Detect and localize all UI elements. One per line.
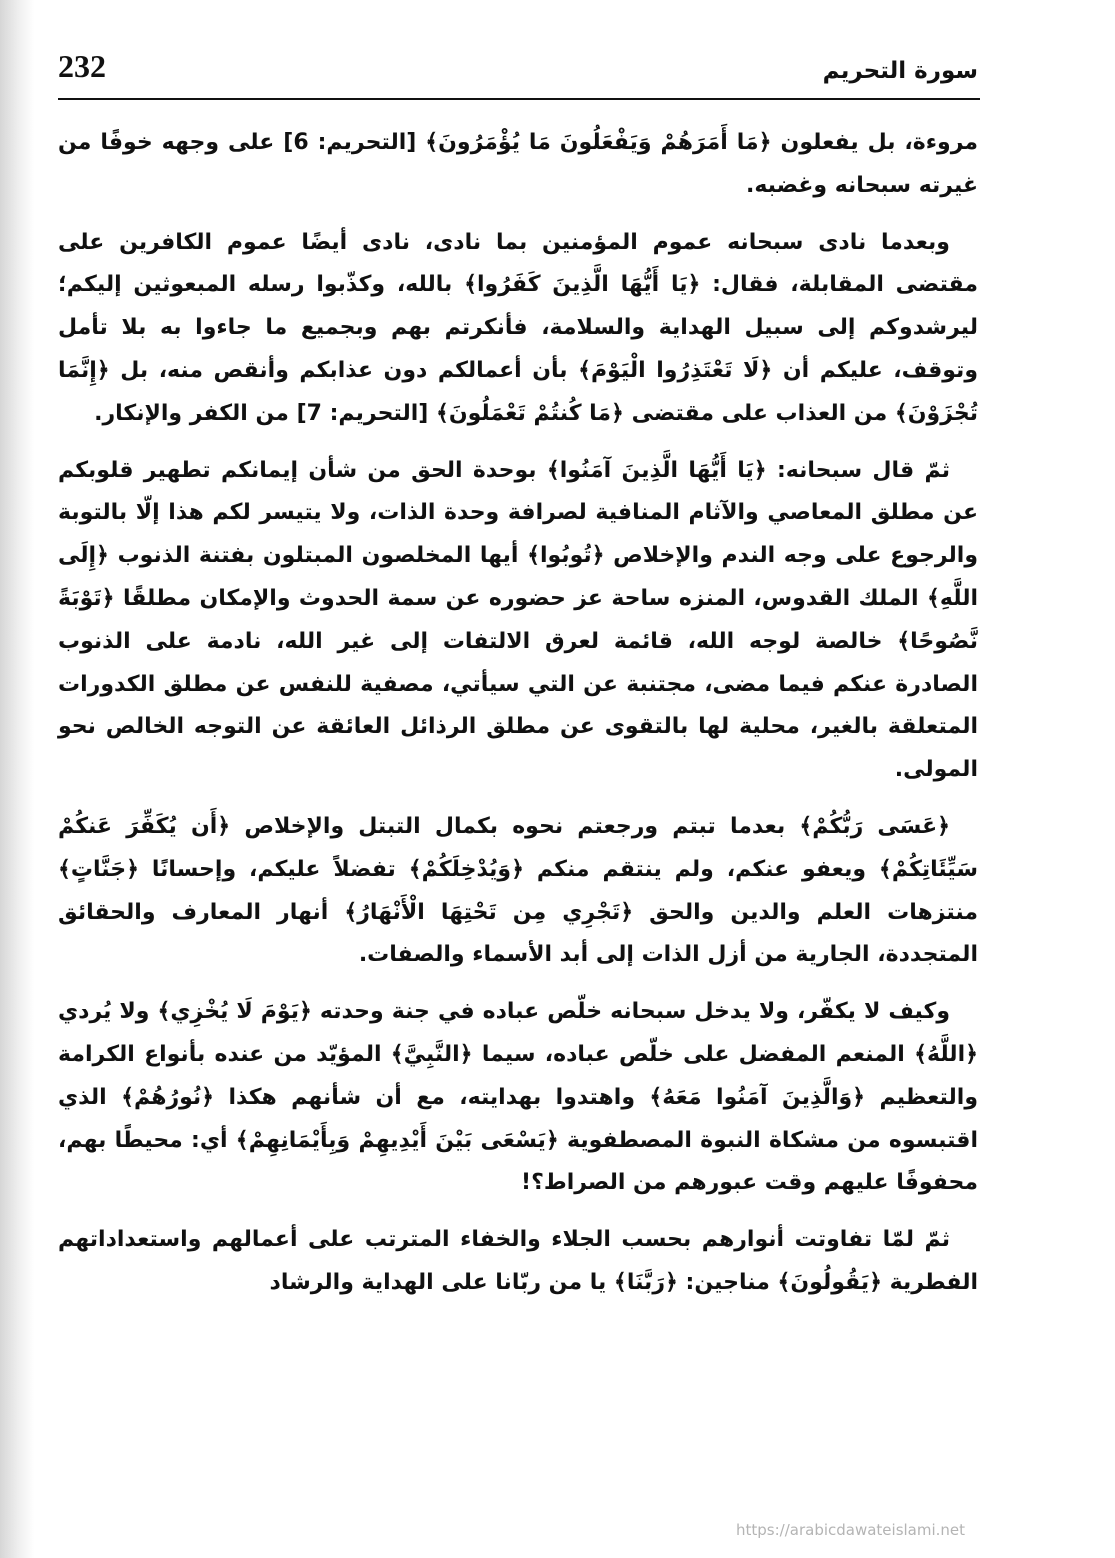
page-header <box>58 40 978 98</box>
paragraph-2: وبعدما نادى سبحانه عموم المؤمنين بما نادى، نادى أيضًا عموم الكافرين على مقتضى المقابلة، فقال: ﴿يَا أَيُّهَا الَّذِينَ كَفَرُوا﴾ بالله، وكذّبوا رسله المبعوثين إليكم؛ ليرشدوكم إلى سبيل الهداية والسلامة، فأنكرتم بهم وبجميع ما جاءوا به بلا تأمل وتوقف، عليكم أن ﴿لَا تَعْتَذِرُوا الْيَوْمَ﴾ بأن أعمالكم دون عذابكم وأنقص منه، بل ﴿إِنَّمَا تُجْزَوْنَ﴾ من العذاب على مقتضى ﴿مَا كُنتُمْ تَعْمَلُونَ﴾ [التحريم: 7] من الكفر والإنكار. <box>58 229 978 426</box>
paragraph-5: وكيف لا يكفّر، ولا يدخل سبحانه خلّص عباده في جنة وحدته ﴿يَوْمَ لَا يُخْزِي﴾ ولا يُردي ﴿اللَّهُ﴾ المنعم المفضل على خلّص عباده، سيما ﴿النَّبِيَّ﴾ المؤيّد من عنده بأنواع الكرامة والتعظيم ﴿وَالَّذِينَ آمَنُوا مَعَهُ﴾ واهتدوا بهدايته، مع أن شأنهم هكذا ﴿نُورُهُمْ﴾ الذي اقتبسوه من مشكاة النبوة المصطفوية ﴿يَسْعَى بَيْنَ أَيْدِيهِمْ وَبِأَيْمَانِهِمْ﴾ أي: محيطًا بهم، محفوفًا عليهم وقت عبورهم من الصراط؟! <box>58 999 978 1196</box>
paragraph-4: ﴿عَسَى رَبُّكُمْ﴾ بعدما تبتم ورجعتم نحوه بكمال التبتل والإخلاص ﴿أَن يُكَفِّرَ عَنكُمْ سَيِّئَاتِكُمْ﴾ ويعفو عنكم، ولم ينتقم منكم ﴿وَيُدْخِلَكُمْ﴾ تفضلاً عليكم، وإحسانًا ﴿جَنَّاتٍ﴾ منتزهات العلم والدين والحق ﴿تَجْرِي مِن تَحْتِهَا الْأَنْهَارُ﴾ أنهار المعارف والحقائق المتجددة، الجارية من أزل الذات إلى أبد الأسماء والصفات. <box>58 813 978 968</box>
surah-title: سورة التحريم <box>822 58 978 84</box>
scan-edge-shadow <box>0 0 34 1558</box>
paragraph-1: مروءة، بل يفعلون ﴿مَا أَمَرَهُمْ وَيَفْعَلُونَ مَا يُؤْمَرُونَ﴾ [التحريم: 6] على وجهه خوفًا من غيرته سبحانه وغضبه. <box>58 130 979 198</box>
source-watermark: https://arabicdawateislami.net <box>736 1521 966 1539</box>
page-body <box>58 122 978 1319</box>
header-divider <box>58 98 980 100</box>
page-number: 232 <box>58 48 106 84</box>
paragraph-3: ثمّ قال سبحانه: ﴿يَا أَيُّهَا الَّذِينَ آمَنُوا﴾ بوحدة الحق من شأن إيمانكم تطهير قلوبكم عن مطلق المعاصي والآثام المنافية لصرافة وحدة الذات، ولا يتيسر لكم هذا إلّا بالتوبة والرجوع على وجه الندم والإخلاص ﴿تُوبُوا﴾ أيها المخلصون المبتلون بفتنة الذنوب ﴿إِلَى اللَّهِ﴾ الملك القدوس، المنزه ساحة عز حضوره عن سمة الحدوث والإمكان مطلقًا ﴿تَوْبَةً نَّصُوحًا﴾ خالصة لوجه الله، قائمة لعرق الالتفات إلى غير الله، نادمة على الذنوب الصادرة عنكم فيما مضى، مجتنبة عن التي سيأتي، مصفية للنفس عن مطلق الكدورات المتعلقة بالغير، محلية لها بالتقوى عن مطلق الرذائل العائقة عن التوجه الخالص نحو المولى. <box>58 457 978 783</box>
paragraph-6: ثمّ لمّا تفاوتت أنوارهم بحسب الجلاء والخفاء المترتب على أعمالهم واستعداداتهم الفطرية ﴿يَقُولُونَ﴾ مناجين: ﴿رَبَّنَا﴾ يا من ربّانا على الهداية والرشاد <box>58 1227 978 1295</box>
